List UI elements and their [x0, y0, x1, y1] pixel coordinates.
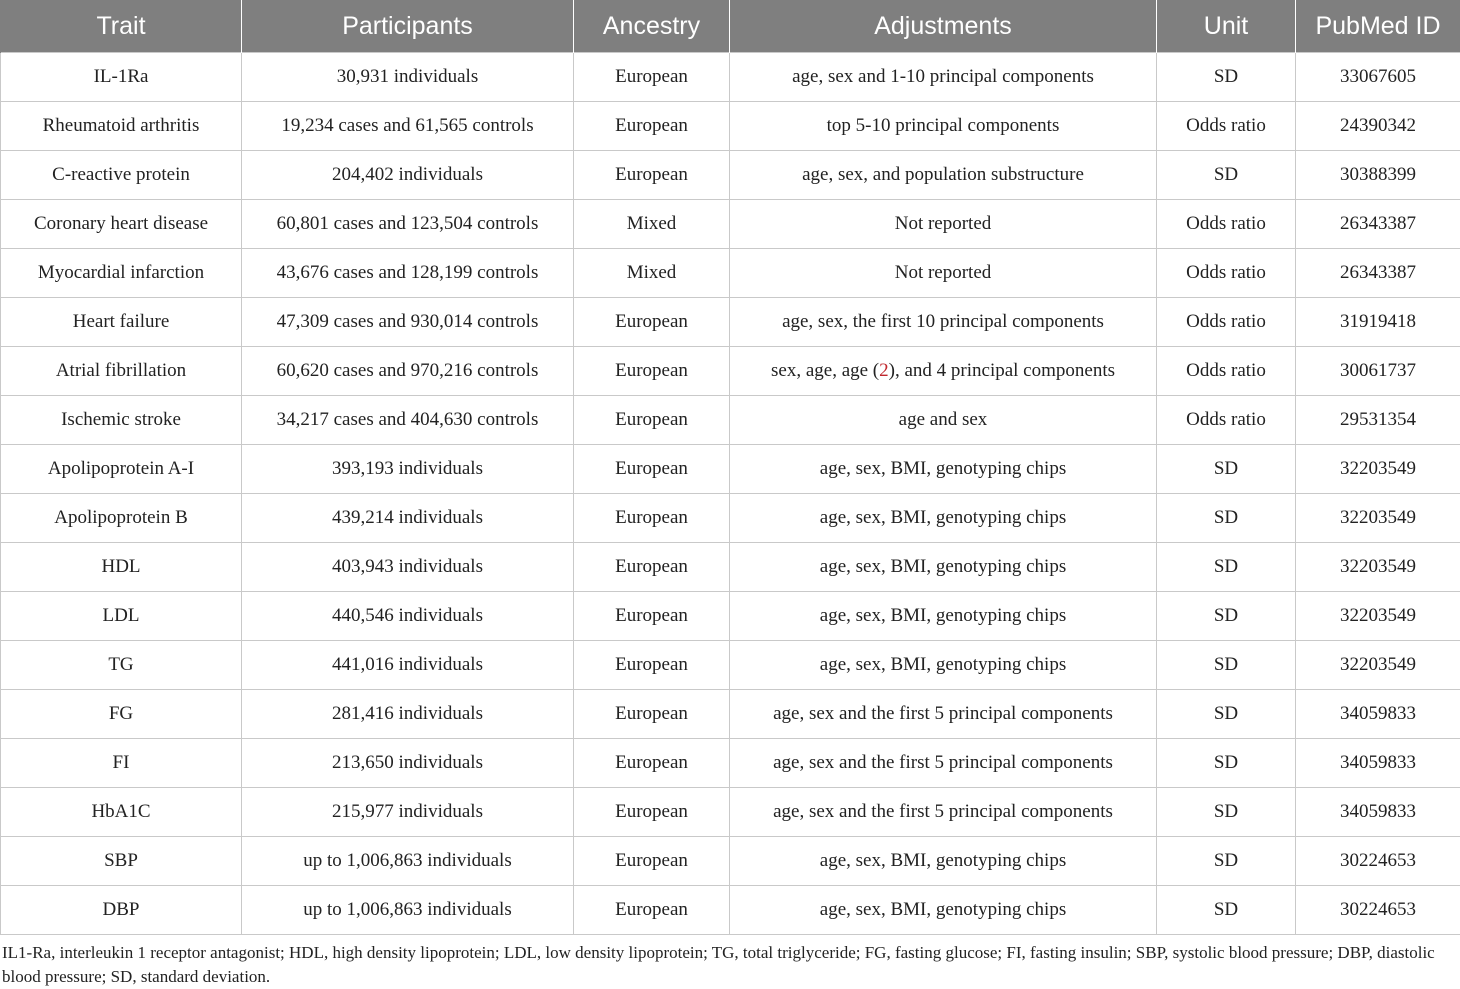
- cell-ancestry: European: [574, 445, 730, 494]
- cell-ancestry: European: [574, 592, 730, 641]
- column-header-ancestry: Ancestry: [574, 0, 730, 53]
- cell-trait: Atrial fibrillation: [1, 347, 242, 396]
- cell-trait: Myocardial infarction: [1, 249, 242, 298]
- cell-pubmed-id: 34059833: [1296, 690, 1460, 739]
- cell-ancestry: Mixed: [574, 249, 730, 298]
- reference-link[interactable]: 2: [879, 360, 889, 381]
- cell-ancestry: European: [574, 886, 730, 935]
- cell-trait: Rheumatoid arthritis: [1, 102, 242, 151]
- cell-pubmed-id: 24390342: [1296, 102, 1460, 151]
- cell-pubmed-id: 29531354: [1296, 396, 1460, 445]
- cell-trait: C-reactive protein: [1, 151, 242, 200]
- adjustments-text-post: ), and 4 principal components: [889, 360, 1115, 381]
- cell-adjustments: age, sex, and population substructure: [730, 151, 1157, 200]
- cell-trait: Apolipoprotein B: [1, 494, 242, 543]
- cell-pubmed-id: 30224653: [1296, 837, 1460, 886]
- cell-unit: SD: [1157, 837, 1296, 886]
- cell-pubmed-id: 32203549: [1296, 641, 1460, 690]
- cell-adjustments: age, sex and the first 5 principal components: [730, 690, 1157, 739]
- cell-pubmed-id: 30224653: [1296, 886, 1460, 935]
- cell-participants: 213,650 individuals: [242, 739, 574, 788]
- cell-pubmed-id: 34059833: [1296, 739, 1460, 788]
- cell-ancestry: European: [574, 739, 730, 788]
- cell-adjustments: age and sex: [730, 396, 1157, 445]
- cell-ancestry: European: [574, 788, 730, 837]
- cell-ancestry: European: [574, 102, 730, 151]
- table-row: [1, 739, 1460, 788]
- column-header-trait: Trait: [1, 0, 242, 53]
- cell-ancestry: European: [574, 396, 730, 445]
- cell-adjustments: age, sex, BMI, genotyping chips: [730, 543, 1157, 592]
- adjustments-text-pre: sex, age, age (: [771, 360, 879, 381]
- cell-trait: LDL: [1, 592, 242, 641]
- cell-participants: 60,620 cases and 970,216 controls: [242, 347, 574, 396]
- table-row: [1, 641, 1460, 690]
- cell-unit: Odds ratio: [1157, 249, 1296, 298]
- column-header-unit: Unit: [1157, 0, 1296, 53]
- cell-ancestry: European: [574, 298, 730, 347]
- cell-trait: Apolipoprotein A-I: [1, 445, 242, 494]
- cell-participants: up to 1,006,863 individuals: [242, 886, 574, 935]
- cell-unit: SD: [1157, 151, 1296, 200]
- cell-trait: SBP: [1, 837, 242, 886]
- table-row: [1, 690, 1460, 739]
- cell-adjustments: age, sex, the first 10 principal components: [730, 298, 1157, 347]
- table-row: [1, 886, 1460, 935]
- cell-unit: Odds ratio: [1157, 298, 1296, 347]
- cell-trait: HbA1C: [1, 788, 242, 837]
- cell-participants: 441,016 individuals: [242, 641, 574, 690]
- cell-participants: 215,977 individuals: [242, 788, 574, 837]
- cell-ancestry: European: [574, 53, 730, 102]
- table-row: [1, 837, 1460, 886]
- cell-trait: IL-1Ra: [1, 53, 242, 102]
- table-row: [1, 445, 1460, 494]
- cell-participants: 281,416 individuals: [242, 690, 574, 739]
- cell-trait: DBP: [1, 886, 242, 935]
- cell-adjustments: age, sex, BMI, genotyping chips: [730, 445, 1157, 494]
- table-row: [1, 592, 1460, 641]
- cell-pubmed-id: 30388399: [1296, 151, 1460, 200]
- cell-participants: 204,402 individuals: [242, 151, 574, 200]
- table-row: [1, 53, 1460, 102]
- cell-participants: 34,217 cases and 404,630 controls: [242, 396, 574, 445]
- cell-pubmed-id: 31919418: [1296, 298, 1460, 347]
- cell-adjustments: top 5-10 principal components: [730, 102, 1157, 151]
- cell-adjustments: age, sex, BMI, genotyping chips: [730, 641, 1157, 690]
- cell-adjustments: age, sex, BMI, genotyping chips: [730, 592, 1157, 641]
- cell-trait: FG: [1, 690, 242, 739]
- cell-ancestry: European: [574, 641, 730, 690]
- cell-trait: Heart failure: [1, 298, 242, 347]
- table-row: [1, 102, 1460, 151]
- cell-unit: SD: [1157, 445, 1296, 494]
- cell-unit: SD: [1157, 690, 1296, 739]
- cell-ancestry: European: [574, 151, 730, 200]
- column-header-pubmed-id: PubMed ID: [1296, 0, 1460, 53]
- cell-participants: 19,234 cases and 61,565 controls: [242, 102, 574, 151]
- cell-pubmed-id: 32203549: [1296, 592, 1460, 641]
- table-row: [1, 347, 1460, 396]
- cell-ancestry: European: [574, 690, 730, 739]
- table-row: [1, 788, 1460, 837]
- cell-trait: FI: [1, 739, 242, 788]
- cell-unit: SD: [1157, 788, 1296, 837]
- column-header-participants: Participants: [242, 0, 574, 53]
- cell-participants: up to 1,006,863 individuals: [242, 837, 574, 886]
- cell-adjustments: [730, 347, 1157, 396]
- cell-pubmed-id: 33067605: [1296, 53, 1460, 102]
- cell-trait: HDL: [1, 543, 242, 592]
- table-row: [1, 494, 1460, 543]
- cell-pubmed-id: 30061737: [1296, 347, 1460, 396]
- cell-participants: 403,943 individuals: [242, 543, 574, 592]
- cell-ancestry: European: [574, 837, 730, 886]
- cell-ancestry: European: [574, 347, 730, 396]
- table-row: [1, 543, 1460, 592]
- cell-participants: 47,309 cases and 930,014 controls: [242, 298, 574, 347]
- table-row: [1, 151, 1460, 200]
- cell-adjustments: age, sex, BMI, genotyping chips: [730, 494, 1157, 543]
- cell-unit: Odds ratio: [1157, 396, 1296, 445]
- table-row: [1, 200, 1460, 249]
- cell-adjustments: age, sex and the first 5 principal components: [730, 739, 1157, 788]
- table-header-row: [1, 0, 1460, 53]
- cell-unit: SD: [1157, 739, 1296, 788]
- cell-unit: Odds ratio: [1157, 102, 1296, 151]
- cell-unit: Odds ratio: [1157, 200, 1296, 249]
- cell-unit: SD: [1157, 886, 1296, 935]
- cell-ancestry: European: [574, 494, 730, 543]
- cell-adjustments: age, sex, BMI, genotyping chips: [730, 837, 1157, 886]
- cell-adjustments: age, sex, BMI, genotyping chips: [730, 886, 1157, 935]
- cell-pubmed-id: 32203549: [1296, 494, 1460, 543]
- cell-pubmed-id: 26343387: [1296, 249, 1460, 298]
- cell-pubmed-id: 32203549: [1296, 445, 1460, 494]
- cell-participants: 440,546 individuals: [242, 592, 574, 641]
- cell-ancestry: Mixed: [574, 200, 730, 249]
- cell-unit: SD: [1157, 543, 1296, 592]
- cell-participants: 393,193 individuals: [242, 445, 574, 494]
- cell-participants: 43,676 cases and 128,199 controls: [242, 249, 574, 298]
- cell-trait: Ischemic stroke: [1, 396, 242, 445]
- column-header-adjustments: Adjustments: [730, 0, 1157, 53]
- table-row: [1, 249, 1460, 298]
- cell-trait: TG: [1, 641, 242, 690]
- cell-unit: SD: [1157, 53, 1296, 102]
- cell-ancestry: European: [574, 543, 730, 592]
- cell-pubmed-id: 34059833: [1296, 788, 1460, 837]
- cell-pubmed-id: 26343387: [1296, 200, 1460, 249]
- cell-pubmed-id: 32203549: [1296, 543, 1460, 592]
- cell-participants: 60,801 cases and 123,504 controls: [242, 200, 574, 249]
- cell-unit: SD: [1157, 494, 1296, 543]
- cell-adjustments: age, sex and the first 5 principal components: [730, 788, 1157, 837]
- cell-unit: SD: [1157, 592, 1296, 641]
- table-footnote: IL1-Ra, interleukin 1 receptor antagonist; HDL, high density lipoprotein; LDL, low density lipoprotein; TG, total triglyceride; FG, fasting glucose; FI, fasting insulin; SBP, systolic blood pressure; DBP, diastolic blood pressure; SD, standard deviation.: [0, 941, 1460, 989]
- table-row: [1, 396, 1460, 445]
- table-row: [1, 298, 1460, 347]
- cell-unit: Odds ratio: [1157, 347, 1296, 396]
- cell-adjustments: age, sex and 1-10 principal components: [730, 53, 1157, 102]
- cell-unit: SD: [1157, 641, 1296, 690]
- cell-trait: Coronary heart disease: [1, 200, 242, 249]
- cell-participants: 30,931 individuals: [242, 53, 574, 102]
- cell-adjustments: Not reported: [730, 200, 1157, 249]
- cell-adjustments: Not reported: [730, 249, 1157, 298]
- cell-participants: 439,214 individuals: [242, 494, 574, 543]
